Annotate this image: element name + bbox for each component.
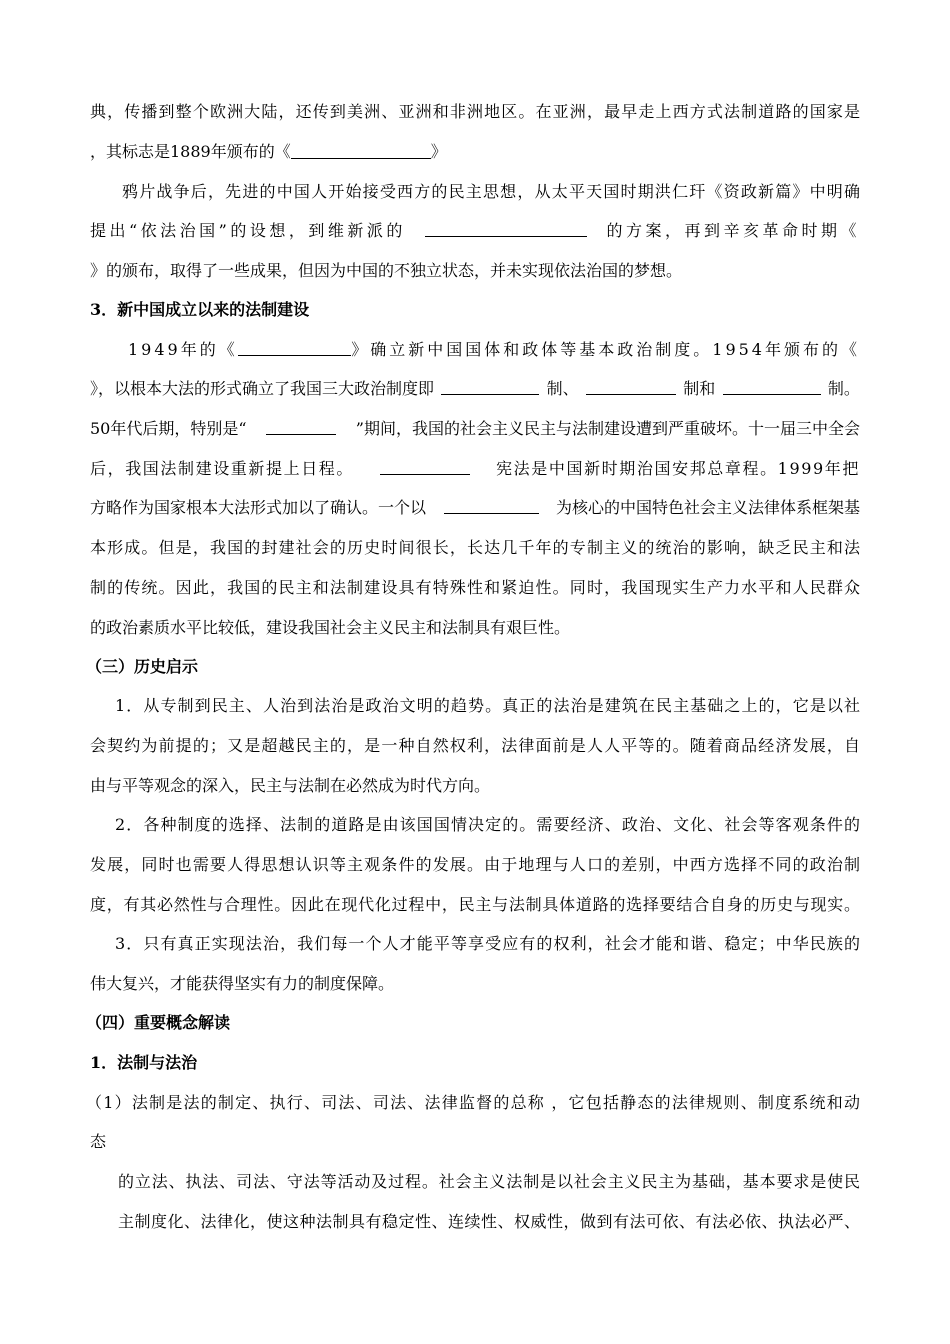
text-line: 态 [90, 1132, 107, 1151]
text-line: 会契约为前提的；又是超越民主的，是一种自然权利，法律面前是人人平等的。随着商品经济发展，自 [90, 736, 860, 755]
fill-blank[interactable] [723, 378, 821, 395]
fill-blank[interactable] [380, 458, 470, 475]
text-line: 典，传播到整个欧洲大陆，还传到美洲、亚洲和非洲地区。在亚洲，最早走上西方式法制道路的国家是 [90, 102, 860, 121]
fill-blank[interactable] [291, 142, 431, 159]
fill-blank[interactable] [586, 378, 676, 395]
text-line: 伟大复兴，才能获得坚实有力的制度保障。 [90, 974, 395, 993]
text-line: 发展，同时也需要人得思想认识等主观条件的发展。由于地理与人口的差别，中西方选择不同的政治制 [90, 855, 860, 874]
fill-blank[interactable] [238, 339, 352, 356]
text-line: ，其标志是1889年颁布的《 》 [90, 142, 447, 161]
text-line: 制的传统。因此，我国的民主和法制建设具有特殊性和紧迫性。同时，我国现实生产力水平和人民群众 [90, 578, 860, 597]
fill-blank[interactable] [444, 497, 539, 514]
text-line: 1949年的《 》确立新中国国体和政体等基本政治制度。1954年颁布的《 [128, 340, 860, 359]
section-heading: （四）重要概念解读 [86, 1013, 231, 1032]
subsection-heading: 1．法制与法治 [90, 1053, 198, 1072]
text-line: 》的颁布，取得了一些成果，但因为中国的不独立状态，并未实现依法治国的梦想。 [90, 261, 683, 280]
fill-blank[interactable] [441, 378, 539, 395]
text-line: 由与平等观念的深入，民主与法制在必然成为时代方向。 [90, 776, 491, 795]
text-line: （1）法制是法的制定、执行、司法、司法、法律监督的总称 ，它包括静态的法律规则、制度系统和动 [86, 1093, 860, 1112]
text-line: 后，我国法制建设重新提上日程。 宪法是中国新时期治国安邦总章程。1999年把 [90, 459, 860, 478]
section-heading: 3．新中国成立以来的法制建设 [90, 300, 310, 319]
text-line: 》，以根本大法的形式确立了我国三大政治制度即 制、 制和 制。 [90, 379, 860, 398]
text-line: 1．从专制到民主、人治到法治是政治文明的趋势。真正的法治是建筑在民主基础之上的，它是以社 [115, 696, 860, 715]
fill-blank[interactable] [425, 220, 587, 237]
text-line: 2．各种制度的选择、法制的道路是由该国国情决定的。需要经济、政治、文化、社会等客观条件的 [115, 815, 860, 834]
text-line: 度，有其必然性与合理性。因此在现代化过程中，民主与法制具体道路的选择要结合自身的历史与现实。 [90, 895, 860, 914]
text-line: 本形成。但是，我国的封建社会的历史时间很长，长达几千年的专制主义的统治的影响，缺乏民主和法 [90, 538, 860, 557]
text-line: 50年代后期，特别是“ ”期间，我国的社会主义民主与法制建设遭到严重破坏。十一届三中全会 [90, 419, 860, 438]
text-line: 的政治素质水平比较低，建设我国社会主义民主和法制具有艰巨性。 [90, 618, 571, 637]
text-line: 提出“依法治国”的设想，到维新派的 的方案，再到辛亥革命时期《 [90, 221, 860, 240]
text-line: 方略作为国家根本大法形式加以了确认。一个以 为核心的中国特色社会主义法律体系框架基 [90, 498, 860, 517]
section-heading: （三）历史启示 [86, 657, 199, 676]
text-line: 主制度化、法律化，使这种法制具有稳定性、连续性、权威性，做到有法可依、有法必依、执法必严、 [118, 1212, 860, 1231]
text-line: 鸦片战争后，先进的中国人开始接受西方的民主思想，从太平天国时期洪仁玕《资政新篇》中明确 [122, 182, 860, 201]
text-line: 3．只有真正实现法治，我们每一个人才能平等享受应有的权利，社会才能和谐、稳定；中华民族的 [115, 934, 860, 953]
fill-blank[interactable] [266, 418, 336, 435]
text-line: 的立法、执法、司法、守法等活动及过程。社会主义法制是以社会主义民主为基础，基本要求是使民 [118, 1172, 860, 1191]
